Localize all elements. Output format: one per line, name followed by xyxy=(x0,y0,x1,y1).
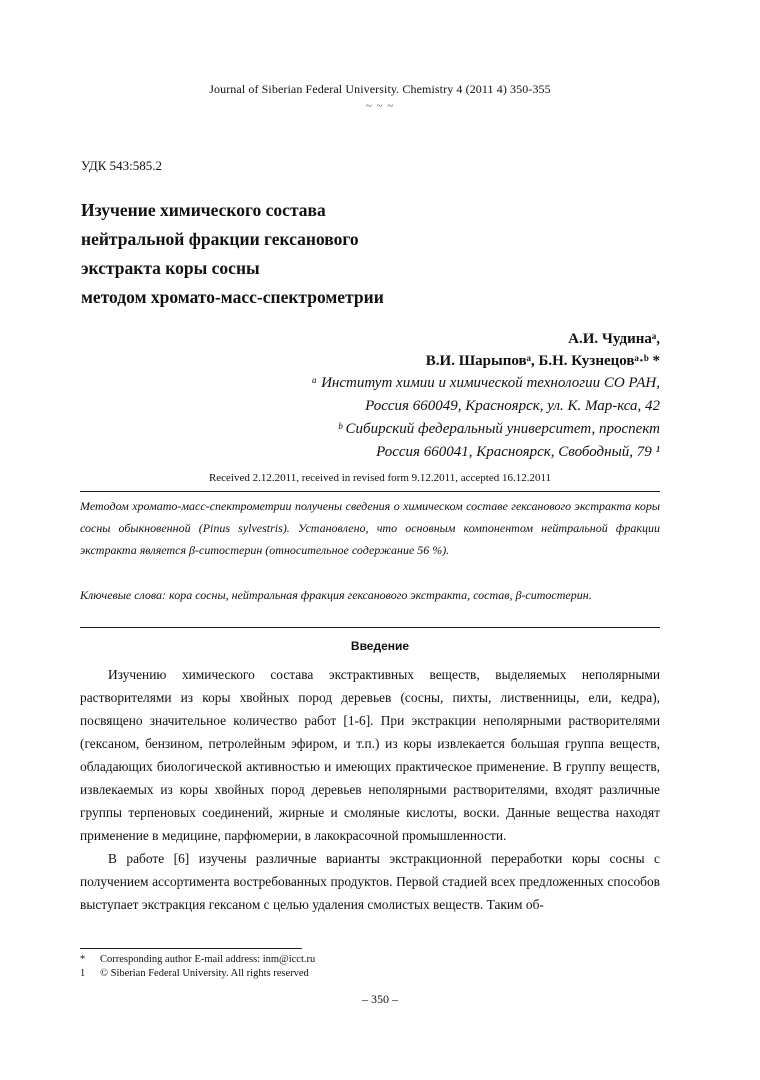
footnotes xyxy=(80,953,580,981)
body-paragraph-2: В работе [6] изучены различные варианты экстракционной переработки коры сосны с получением ассортимента востребованных продуктов. Первой стадией всех предложенных способов выступает экстракция гексаном с целью удаления смолистых веществ. Таким об- xyxy=(80,851,660,912)
footnote-text: Corresponding author E-mail address: inm@icct.ru xyxy=(100,954,316,965)
footnote-item xyxy=(80,953,580,967)
keywords: Ключевые слова: кора сосны, нейтральная фракция гексанового экстракта, состав, β-ситостерин. xyxy=(80,588,592,602)
title-line-2: нейтральной фракции гексанового xyxy=(81,229,359,249)
udk-code: УДК 543:585.2 xyxy=(81,158,163,173)
footnote-mark: * xyxy=(80,954,86,965)
authors-line-1: А.И. Чудинаᵃ, xyxy=(568,331,660,347)
footnote-item xyxy=(80,967,580,981)
abstract-top-rule xyxy=(80,491,660,492)
affiliation-line-1: ᵃ Институт химии и химической технологии СО РАН, xyxy=(311,375,660,391)
footnote-rule xyxy=(80,948,302,949)
header-ornament: ~ ~ ~ xyxy=(365,100,395,112)
affiliation-line-4: Россия 660041, Красноярск, Свободный, 79 ¹ xyxy=(376,444,660,460)
footnote-mark: 1 xyxy=(80,968,86,979)
paper-title xyxy=(81,196,601,312)
abstract: Методом хромато-масс-спектрометрии получены сведения о химическом составе гексанового экстракта коры сосны обыкновенной (Pinus sylvestris). Установлено, что основным компонентом нейтральной фракции экстракта является β-ситостерин (относительное содержание 56 %). xyxy=(80,499,660,557)
journal-header: Journal of Siberian Federal University. Chemistry 4 (2011 4) 350-355 xyxy=(209,82,551,96)
authors-line-2: В.И. Шарыповᵃ, Б.Н. Кузнецовᵃ·ᵇ * xyxy=(425,353,660,369)
title-line-4: методом хромато-масс-спектрометрии xyxy=(81,287,384,307)
page-number: – 350 – xyxy=(362,992,398,1006)
received-dates: Received 2.12.2011, received in revised form 9.12.2011, accepted 16.12.2011 xyxy=(208,472,552,484)
title-line-3: экстракта коры сосны xyxy=(81,258,260,278)
body-paragraph-1: Изучению химического состава экстрактивных веществ, выделяемых неполярными растворителями из коры хвойных пород деревьев (сосны, пихты, лиственницы, ели, кедра), посвящено значительное количество работ [1-6]. При экстракции неполярными растворителями (гексаном, бензином, петролейным эфиром, и т.п.) из коры извлекается большая группа веществ, обладающих биологической активностью и имеющих практическое применение. В группу веществ, извлекаемых из коры хвойных пород деревьев неполярными растворителями, входят различные группы терпеновых соединений, жирные и смоляные кислоты, воски. Данные вещества находят применение в медицине, парфюмерии, в лакокрасочной промышленности. xyxy=(80,667,660,843)
title-line-1: Изучение химического состава xyxy=(81,200,326,220)
abstract-bottom-rule xyxy=(80,627,660,628)
affiliation-line-3: ᵇ Сибирский федеральный университет, проспект xyxy=(337,421,660,437)
section-heading: Введение xyxy=(350,639,410,653)
footnote-text: © Siberian Federal University. All rights reserved xyxy=(100,968,309,979)
authors xyxy=(426,328,660,372)
affiliations xyxy=(311,372,660,464)
affiliation-line-2: Россия 660049, Красноярск, ул. К. Мар-кса, 42 xyxy=(365,398,660,414)
body-text xyxy=(80,663,660,916)
